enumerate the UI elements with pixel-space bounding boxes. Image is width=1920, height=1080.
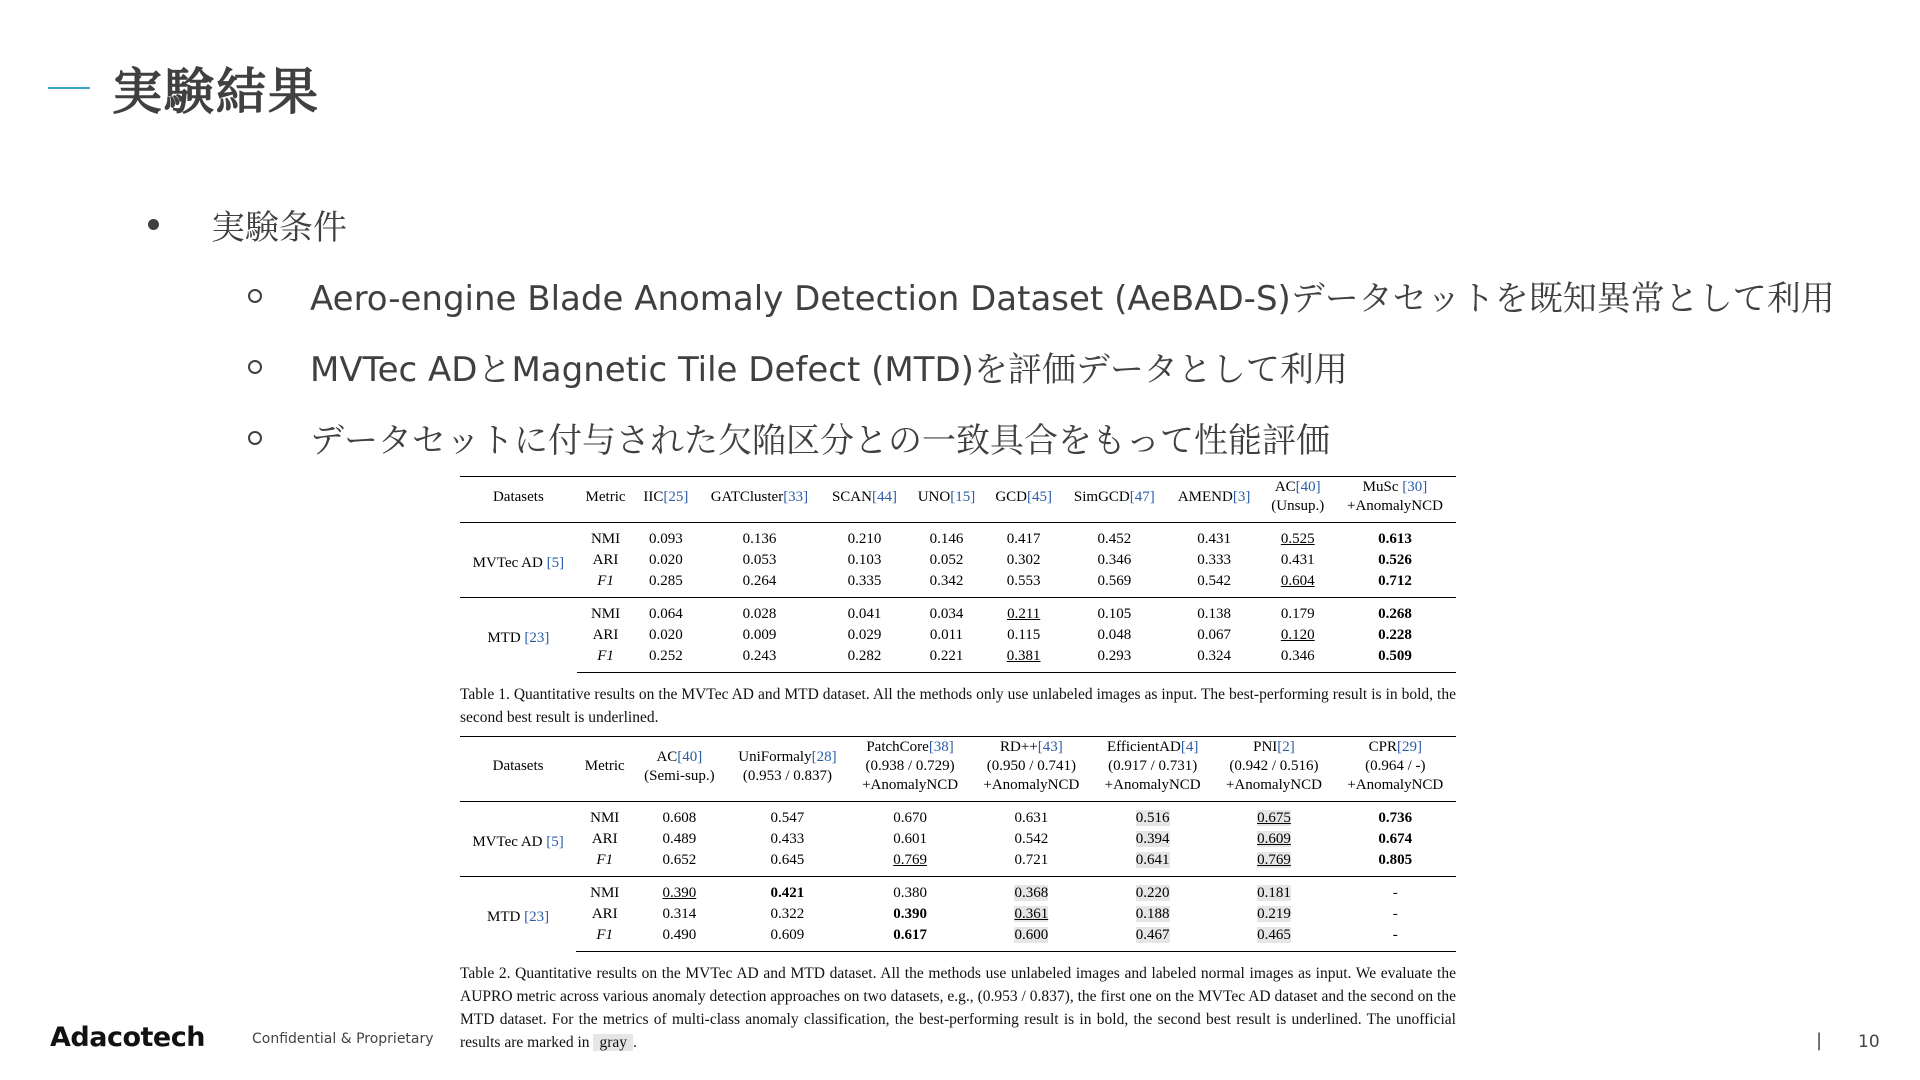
value-cell: 0.394 xyxy=(1135,831,1170,847)
slide-header xyxy=(48,52,320,124)
footer-separator: | xyxy=(1816,1030,1823,1051)
sub-bullet xyxy=(248,342,1835,391)
value-cell: 0.138 xyxy=(1167,598,1262,626)
sub-bullet xyxy=(248,271,1835,320)
col-metric: Metric xyxy=(576,737,633,802)
value-cell: 0.020 xyxy=(649,627,683,643)
value-cell: 0.542 xyxy=(1014,831,1049,847)
sub-bullet-circle-icon xyxy=(248,360,262,374)
table2-mvtec-group xyxy=(460,802,1456,877)
value-cell: 0.617 xyxy=(849,925,970,952)
bullet-dot-icon xyxy=(148,219,159,230)
value-cell: 0.314 xyxy=(662,906,697,922)
value-cell: 0.609 xyxy=(1257,831,1291,847)
value-cell: 0.041 xyxy=(821,598,907,626)
value-cell: 0.361 xyxy=(1014,906,1049,922)
value-cell: 0.652 xyxy=(662,852,697,868)
value-cell: 0.181 xyxy=(1213,877,1334,905)
metric-cell: F1 xyxy=(596,852,614,868)
value-cell: 0.346 xyxy=(1097,552,1132,568)
value-cell: 0.228 xyxy=(1378,627,1412,643)
metric-cell: ARI xyxy=(591,906,618,922)
table-row xyxy=(460,829,1456,850)
value-cell: 0.115 xyxy=(1007,627,1041,643)
value-cell: 0.346 xyxy=(1262,646,1334,673)
col-datasets: Datasets xyxy=(460,477,577,523)
table-row xyxy=(460,646,1456,673)
value-cell: 0.179 xyxy=(1262,598,1334,626)
col-efficientad: EfficientAD[4] (0.917 / 0.731) +AnomalyNCD xyxy=(1092,737,1213,802)
value-cell: 0.342 xyxy=(929,573,964,589)
table-row xyxy=(460,802,1456,830)
value-cell: 0.120 xyxy=(1280,627,1315,643)
table-row xyxy=(460,523,1456,551)
metric-cell: ARI xyxy=(591,831,618,847)
confidential-notice: Confidential & Proprietary xyxy=(252,1031,434,1047)
sub-bullet-circle-icon xyxy=(248,431,262,445)
gray-marker: gray xyxy=(593,1034,633,1051)
table2-figure xyxy=(460,736,1456,1054)
value-cell: - xyxy=(1335,925,1456,952)
value-cell: 0.736 xyxy=(1378,810,1413,826)
table-row xyxy=(460,877,1456,905)
metric-cell: NMI xyxy=(590,810,620,826)
table1-caption: Table 1. Quantitative results on the MVTec AD and MTD dataset. All the methods only use unlabeled images as input. The best-performing result is in bold, the second best result is underlined. xyxy=(460,686,1456,726)
value-cell: 0.009 xyxy=(742,627,777,643)
value-cell: 0.712 xyxy=(1378,573,1412,589)
value-cell: 0.034 xyxy=(908,598,986,626)
table2-caption: Table 2. Quantitative results on the MVTec AD and MTD dataset. All the methods use unlabeled images and labeled normal images as input. We evaluate the AUPRO metric across various anomaly detection approaches on two datasets, e.g., (0.953 / 0.837), the first one on the MVTec AD dataset and the second on the MTD dataset. For the metrics of multi-class anomaly classification, the best-performing result is in bold, the second best result is underlined. The unofficial results are marked in gray . xyxy=(460,965,1456,1051)
col-ac: AC[40] (Unsup.) xyxy=(1262,477,1334,523)
col-pni: PNI[2] (0.942 / 0.516) +AnomalyNCD xyxy=(1213,737,1334,802)
table-row xyxy=(460,625,1456,646)
table-row xyxy=(460,598,1456,626)
value-cell: 0.020 xyxy=(649,552,683,568)
value-cell: 0.011 xyxy=(929,627,964,643)
value-cell: 0.674 xyxy=(1378,831,1413,847)
value-cell: 0.433 xyxy=(770,831,805,847)
value-cell: 0.390 xyxy=(893,906,927,922)
metric-cell: ARI xyxy=(592,627,619,643)
col-uniformaly: UniFormaly[28] (0.953 / 0.837) xyxy=(725,737,849,802)
value-cell: 0.509 xyxy=(1334,646,1456,673)
value-cell: 0.067 xyxy=(1197,627,1231,643)
value-cell: 0.609 xyxy=(725,925,849,952)
metric-cell: F1 xyxy=(577,646,635,673)
value-cell: - xyxy=(1335,877,1456,905)
table1 xyxy=(460,476,1456,673)
col-datasets: Datasets xyxy=(460,737,576,802)
value-cell: 0.604 xyxy=(1280,573,1315,589)
value-cell: 0.322 xyxy=(770,906,805,922)
value-cell: 0.064 xyxy=(634,598,697,626)
table-row xyxy=(460,550,1456,571)
dataset-label: MVTec AD [5] xyxy=(472,833,564,850)
metric-cell: NMI xyxy=(590,531,621,547)
value-cell: 0.547 xyxy=(770,810,805,826)
table-row xyxy=(460,904,1456,925)
sub-bullet-text: データセットに付与された欠陥区分との一致具合をもって性能評価 xyxy=(310,421,1330,461)
table-row xyxy=(460,571,1456,598)
value-cell: 0.268 xyxy=(1334,598,1456,626)
col-gcd: GCD[45] xyxy=(985,477,1062,523)
value-cell: 0.467 xyxy=(1092,925,1213,952)
value-cell: 0.243 xyxy=(698,646,822,673)
title-accent-line xyxy=(48,87,90,89)
value-cell: 0.431 xyxy=(1197,531,1231,547)
value-cell: 0.380 xyxy=(849,877,970,905)
value-cell: 0.645 xyxy=(770,852,805,868)
value-cell: 0.431 xyxy=(1280,552,1315,568)
bullet-main xyxy=(140,200,1835,249)
table-row xyxy=(460,850,1456,877)
col-simgcd: SimGCD[47] xyxy=(1062,477,1167,523)
slide-title: 実験結果 xyxy=(112,63,320,121)
table1-figure xyxy=(460,476,1456,729)
value-cell: 0.553 xyxy=(1006,573,1041,589)
value-cell: 0.146 xyxy=(929,531,964,547)
sub-bullet-circle-icon xyxy=(248,289,262,303)
value-cell: 0.631 xyxy=(1014,810,1049,826)
value-cell: 0.641 xyxy=(1135,852,1170,868)
value-cell: 0.368 xyxy=(971,877,1092,905)
col-iic: IIC[25] xyxy=(634,477,697,523)
value-cell: 0.105 xyxy=(1062,598,1167,626)
col-metric: Metric xyxy=(577,477,635,523)
sub-bullet-text: MVTec ADとMagnetic Tile Defect (MTD)を評価データとして利用 xyxy=(310,350,1348,390)
bullet-list xyxy=(140,200,1835,462)
value-cell: 0.053 xyxy=(742,552,777,568)
col-amend: AMEND[3] xyxy=(1167,477,1262,523)
value-cell: 0.052 xyxy=(929,552,964,568)
value-cell: 0.210 xyxy=(847,531,882,547)
col-gatcluster: GATCluster[33] xyxy=(698,477,822,523)
value-cell: 0.465 xyxy=(1213,925,1334,952)
value-cell: 0.028 xyxy=(698,598,822,626)
value-cell: 0.093 xyxy=(649,531,683,547)
col-cpr: CPR[29] (0.964 / -) +AnomalyNCD xyxy=(1335,737,1456,802)
value-cell: 0.805 xyxy=(1378,852,1413,868)
value-cell: 0.452 xyxy=(1097,531,1132,547)
col-uno: UNO[15] xyxy=(908,477,986,523)
table2-mtd-group xyxy=(460,877,1456,952)
value-cell: 0.390 xyxy=(633,877,725,905)
value-cell: 0.220 xyxy=(1092,877,1213,905)
value-cell: 0.721 xyxy=(1014,852,1049,868)
page-number: 10 xyxy=(1858,1032,1880,1052)
col-rdpp: RD++[43] (0.950 / 0.741) +AnomalyNCD xyxy=(971,737,1092,802)
value-cell: 0.675 xyxy=(1257,810,1291,826)
metric-cell: NMI xyxy=(576,877,633,905)
col-musc: MuSc [30] +AnomalyNCD xyxy=(1334,477,1456,523)
col-scan: SCAN[44] xyxy=(821,477,907,523)
value-cell: 0.188 xyxy=(1135,906,1170,922)
value-cell: 0.526 xyxy=(1378,552,1412,568)
value-cell: 0.264 xyxy=(742,573,777,589)
value-cell: 0.381 xyxy=(985,646,1062,673)
metric-cell: ARI xyxy=(592,552,619,568)
table2 xyxy=(460,736,1456,952)
value-cell: 0.613 xyxy=(1378,531,1412,547)
col-patchcore: PatchCore[38] (0.938 / 0.729) +AnomalyNCD xyxy=(849,737,970,802)
value-cell: 0.103 xyxy=(847,552,882,568)
value-cell: 0.302 xyxy=(1006,552,1041,568)
value-cell: 0.601 xyxy=(893,831,927,847)
bullet-main-text: 実験条件 xyxy=(211,208,347,248)
metric-cell: F1 xyxy=(576,925,633,952)
dataset-label: MVTec AD [5] xyxy=(472,554,565,571)
value-cell: 0.048 xyxy=(1097,627,1132,643)
value-cell: 0.293 xyxy=(1062,646,1167,673)
dataset-label: MTD [23] xyxy=(460,598,577,673)
value-cell: 0.608 xyxy=(662,810,697,826)
value-cell: 0.221 xyxy=(908,646,986,673)
sub-bullet xyxy=(248,413,1835,462)
table-row xyxy=(460,925,1456,952)
value-cell: 0.136 xyxy=(742,531,777,547)
value-cell: - xyxy=(1392,906,1398,922)
value-cell: 0.029 xyxy=(847,627,882,643)
value-cell: 0.421 xyxy=(725,877,849,905)
metric-cell: F1 xyxy=(597,573,614,589)
metric-cell: NMI xyxy=(577,598,635,626)
value-cell: 0.670 xyxy=(893,810,927,826)
dataset-label: MTD [23] xyxy=(460,877,576,952)
value-cell: 0.569 xyxy=(1097,573,1132,589)
value-cell: 0.252 xyxy=(634,646,697,673)
table1-mvtec-group xyxy=(460,523,1456,598)
value-cell: 0.516 xyxy=(1135,810,1170,826)
col-ac: AC[40] (Semi-sup.) xyxy=(633,737,725,802)
value-cell: 0.335 xyxy=(847,573,882,589)
value-cell: 0.285 xyxy=(649,573,683,589)
company-logo: Adacotech xyxy=(50,1022,205,1053)
value-cell: 0.417 xyxy=(1006,531,1041,547)
table1-mtd-group xyxy=(460,598,1456,673)
value-cell: 0.490 xyxy=(633,925,725,952)
value-cell: 0.542 xyxy=(1197,573,1231,589)
value-cell: 0.333 xyxy=(1197,552,1231,568)
value-cell: 0.600 xyxy=(971,925,1092,952)
value-cell: 0.525 xyxy=(1280,531,1315,547)
value-cell: 0.219 xyxy=(1257,906,1291,922)
value-cell: 0.489 xyxy=(662,831,697,847)
sub-bullet-text: Aero-engine Blade Anomaly Detection Dataset (AeBAD-S)データセットを既知異常として利用 xyxy=(310,279,1835,319)
value-cell: 0.282 xyxy=(821,646,907,673)
value-cell: 0.324 xyxy=(1167,646,1262,673)
value-cell: 0.211 xyxy=(985,598,1062,626)
value-cell: 0.769 xyxy=(1257,852,1291,868)
value-cell: 0.769 xyxy=(893,852,927,868)
